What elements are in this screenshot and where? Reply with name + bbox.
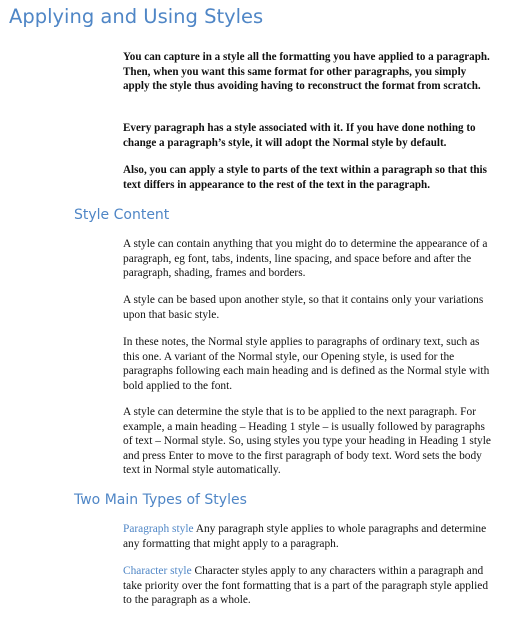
section-heading-two-main-types: Two Main Types of Styles	[74, 492, 247, 508]
opening-paragraph-2: Every paragraph has a style associated with it. If you have done nothing to change a paragraph’s style, it will adopt the Normal style by default.	[123, 122, 476, 149]
body-paragraph-4: A style can determine the style that is to be applied to the next paragraph. For example, a main heading – Heading 1 style – is usually followed by paragraphs of text – Normal style. So, using styles you type your heading in Heading 1 style and press Enter to move to the first paragraph of body text. Word sets the body text in Normal style automatically.	[123, 406, 491, 476]
paragraph-style-description: Any paragraph style applies to whole paragraphs and determine any formatting that might apply to a paragraph.	[123, 523, 487, 550]
opening-paragraph-1: You can capture in a style all the formatting you have applied to a paragraph. Then, when you want this same format for other paragraphs, you simply apply the style thus avoiding having to reconstruct the format from scratch.	[123, 51, 490, 92]
paragraph-style-item	[123, 522, 495, 551]
body-paragraph-1: A style can contain anything that you might do to determine the appearance of a paragraph, eg font, tabs, indents, line spacing, and space before and after the paragraph, shading, frames and borders.	[123, 238, 488, 279]
character-style-term: Character style	[123, 565, 192, 577]
body-paragraph-3: In these notes, the Normal style applies to paragraphs of ordinary text, such as this one. A variant of the Normal style, our Opening style, is used for the paragraphs following each main heading and is defined as the Normal style with bold applied to the font.	[123, 336, 490, 392]
body-paragraph-2: A style can be based upon another style, so that it contains only your variations upon that basic style.	[123, 294, 484, 321]
opening-paragraph-3: Also, you can apply a style to parts of the text within a paragraph so that this text differs in appearance to the rest of the text in the paragraph.	[123, 164, 487, 191]
character-style-item	[123, 564, 495, 608]
character-style-description: Character styles apply to any characters within a paragraph and take priority over the font formatting that is a part of the paragraph style applied to the paragraph as a whole.	[123, 565, 489, 606]
section-heading-style-content: Style Content	[74, 207, 170, 223]
page-title: Applying and Using Styles	[9, 5, 264, 28]
paragraph-style-term: Paragraph style	[123, 523, 194, 535]
